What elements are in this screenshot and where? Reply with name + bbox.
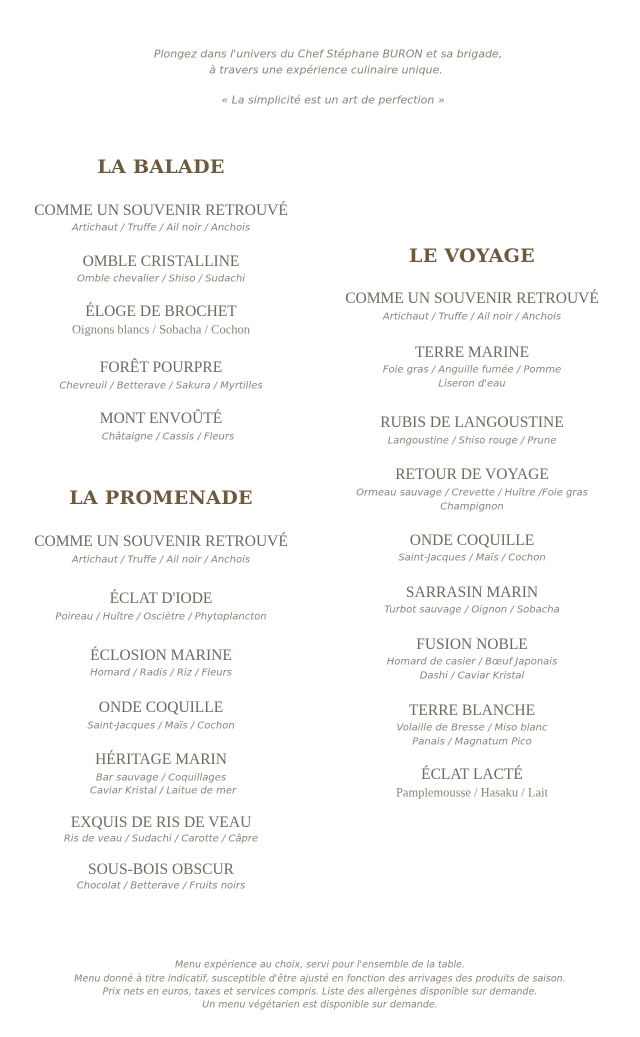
dish-ingredients: Pamplemousse / Hasaku / Lait [395,785,549,800]
menu-title: LA PROMENADE [69,487,253,509]
dish-ingredients: Liseron d'eau [438,378,506,390]
intro-line-1: Plongez dans l'univers du Chef Stéphane BURON et sa brigade, [153,47,503,61]
dish-ingredients: Saint-Jacques / Maïs / Cochon [398,552,546,564]
dish-ingredients: Foie gras / Anguille fumée / Pomme [382,364,562,376]
intro-quote: « La simplicité est un art de perfection » [221,93,445,107]
dish-ingredients: Ormeau sauvage / Crevette / Huître /Foie gras [356,487,588,499]
dish-ingredients: Omble chevalier / Shiso / Sudachi [77,273,245,285]
dish-ingredients: Panais / Magnatum Pico [412,736,532,748]
dish-name: HÉRITAGE MARIN [95,751,227,768]
dish-name: RETOUR DE VOYAGE [395,466,549,483]
dish-ingredients: Dashi / Caviar Kristal [419,670,525,682]
dish-ingredients: Artichaut / Truffe / Ail noir / Anchois [71,554,251,566]
dish-ingredients: Chevreuil / Betterave / Sakura / Myrtilles [59,380,263,392]
dish-ingredients: Turbot sauvage / Oignon / Sobacha [384,604,560,616]
dish-name: ÉCLAT D'IODE [109,590,213,607]
dish-ingredients: Champignon [440,501,504,513]
footer-line: Menu expérience au choix, servi pour l'ensemble de la table. [174,959,466,971]
dish-ingredients: Langoustine / Shiso rouge / Prune [387,435,557,447]
dish-name: FUSION NOBLE [416,636,528,653]
footer-line: Prix nets en euros, taxes et services compris. Liste des allergènes disponible sur demande. [102,986,538,998]
dish-ingredients: Ris de veau / Sudachi / Carotte / Câpre [63,833,259,845]
dish-name: COMME UN SOUVENIR RETROUVÉ [34,202,288,219]
dish-ingredients: Chocolat / Betterave / Fruits noirs [76,880,246,892]
dish-ingredients: Bar sauvage / Coquillages [95,772,227,784]
dish-name: ÉCLOSION MARINE [90,647,232,664]
dish-name: FORÊT POURPRE [99,359,223,376]
dish-ingredients: Caviar Kristal / Laitue de mer [89,785,237,797]
dish-name: COMME UN SOUVENIR RETROUVÉ [34,533,288,550]
dish-name: MONT ENVOÛTÉ [99,410,223,427]
dish-ingredients: Volaille de Bresse / Miso blanc [396,722,548,734]
dish-ingredients: Homard / Radis / Riz / Fleurs [90,667,232,679]
dish-name: EXQUIS DE RIS DE VEAU [70,814,252,831]
dish-name: ÉLOGE DE BROCHET [85,303,237,320]
menu-title: LA BALADE [97,156,225,178]
dish-name: ÉCLAT LACTÉ [421,766,523,783]
menu-title: LE VOYAGE [409,245,535,267]
footer-line: Menu donné à titre indicatif, susceptible d'être ajusté en fonction des arrivages des produits de saison. [74,973,566,985]
dish-ingredients: Artichaut / Truffe / Ail noir / Anchois [382,311,562,323]
dish-name: ONDE COQUILLE [98,699,224,716]
dish-name: TERRE MARINE [414,344,530,361]
dish-name: COMME UN SOUVENIR RETROUVÉ [345,290,599,307]
dish-ingredients: Poireau / Huître / Osciètre / Phytoplancton [55,611,267,623]
dish-ingredients: Artichaut / Truffe / Ail noir / Anchois [71,222,251,234]
dish-ingredients: Châtaigne / Cassis / Fleurs [101,431,235,443]
dish-ingredients: Oignons blancs / Sobacha / Cochon [71,322,251,337]
dish-ingredients: Saint-Jacques / Maïs / Cochon [87,720,235,732]
footer-line: Un menu végétarien est disponible sur demande. [202,999,438,1011]
dish-name: SARRASIN MARIN [405,584,539,601]
dish-ingredients: Homard de casier / Bœuf Japonais [386,656,558,668]
dish-name: TERRE BLANCHE [408,702,536,719]
intro-line-2: à travers une expérience culinaire unique. [209,63,443,77]
dish-name: SOUS-BOIS OBSCUR [87,861,235,878]
dish-name: OMBLE CRISTALLINE [82,253,240,270]
dish-name: RUBIS DE LANGOUSTINE [380,414,564,431]
dish-name: ONDE COQUILLE [409,532,535,549]
